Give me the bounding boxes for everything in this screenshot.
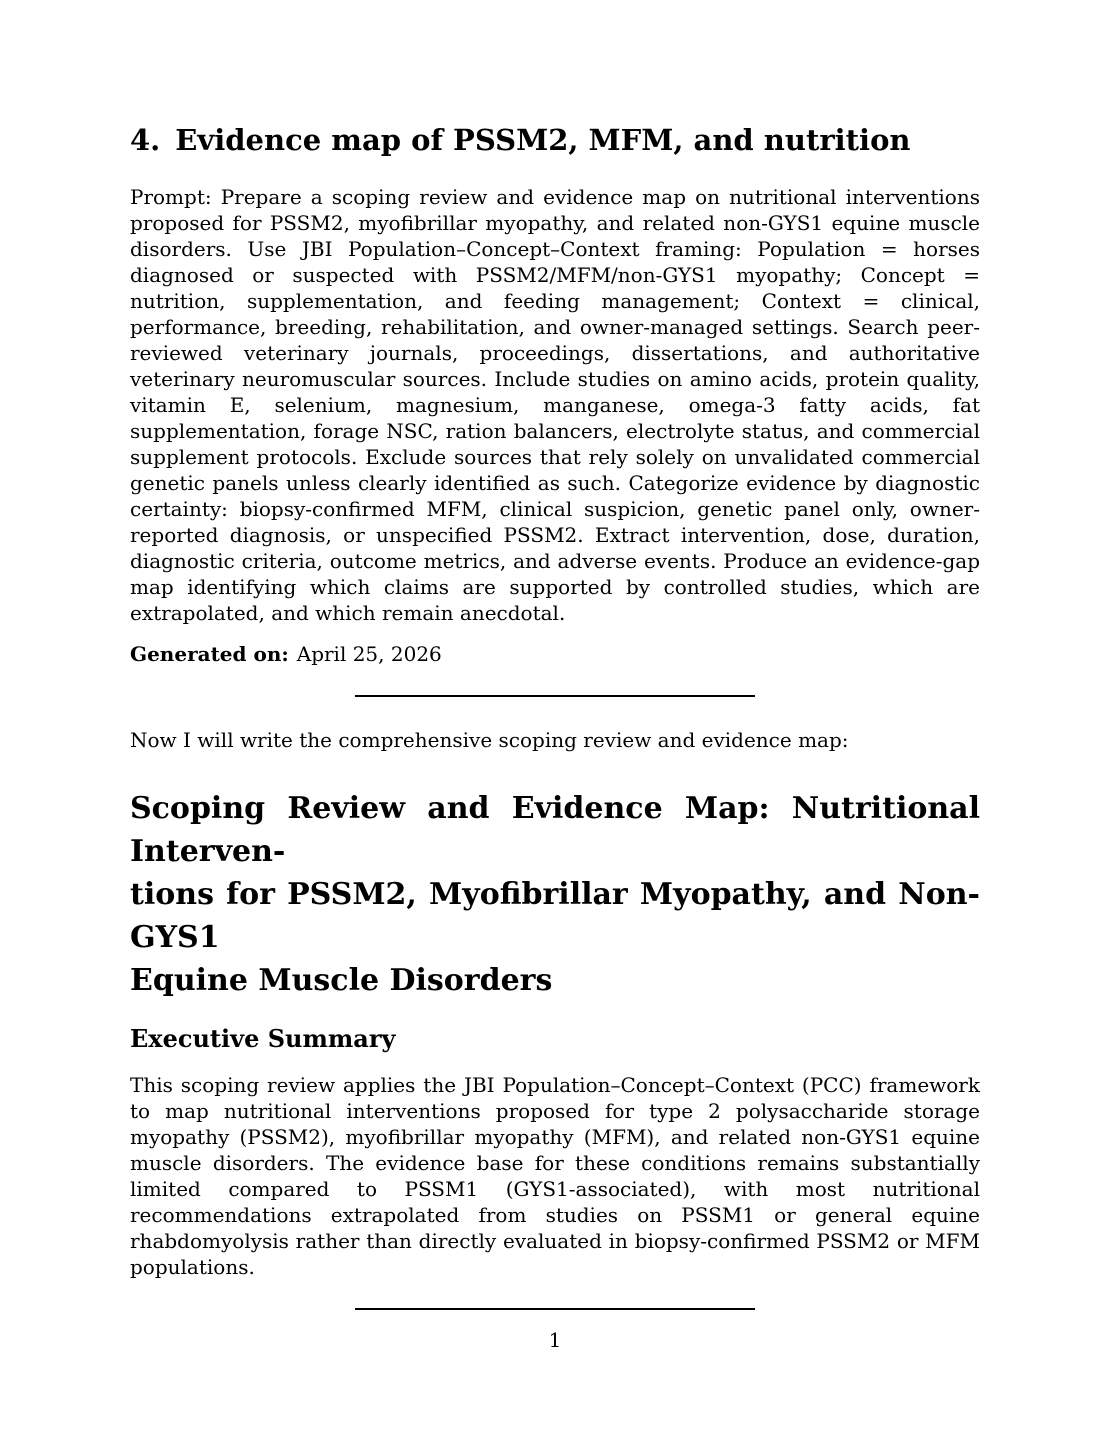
generated-on-label: Generated on: xyxy=(130,642,289,666)
generated-on-date: April 25, 2026 xyxy=(296,642,442,666)
executive-summary-paragraph: This scoping review applies the JBI Population–Concept–Context (PCC) framework to map nutritional interventions proposed for type 2 polysaccharide storage myopathy (PSSM2), myofibrillar myopathy (MFM), and related non-GYS1 equine muscle disorders. The evidence base for these conditions remains substantially limited compared to PSSM1 (GYS1-associated), with most nutritional recommendations extrapolated from studies on PSSM1 or general equine rhabdomyolysis rather than directly evaluated in biopsy-confirmed PSSM2 or MFM populations. xyxy=(130,1073,980,1279)
transition-text: Now I will write the comprehensive scoping review and evidence map: xyxy=(130,728,849,752)
divider-bottom xyxy=(355,1308,755,1310)
section-title: Evidence map of PSSM2, MFM, and nutrition xyxy=(175,123,911,157)
page-number: 1 xyxy=(548,1328,562,1352)
article-title: Scoping Review and Evidence Map: Nutritional Interven- tions for PSSM2, Myofibrillar Myopathy, and Non-GYS1 Equine Muscle Disorders xyxy=(130,791,980,998)
section-number: 4. xyxy=(130,123,161,157)
section-heading xyxy=(130,122,980,158)
divider-top xyxy=(355,695,755,697)
executive-summary-heading: Executive Summary xyxy=(130,1024,396,1053)
prompt-paragraph: Prompt: Prepare a scoping review and evidence map on nutritional interventions proposed for PSSM2, myofibrillar myopathy, and related non-GYS1 equine muscle disorders. Use JBI Population–Concept–Context framing: Population = horses diagnosed or suspected with PSSM2/MFM/non-GYS1 myopathy; Concept = nutrition, supplementation, and feeding management; Context = clinical, performance, breeding, rehabilitation, and owner-managed settings. Search peer-reviewed veterinary journals, proceedings, dissertations, and authoritative veterinary neuromuscular sources. Include studies on amino acids, protein quality, vitamin E, selenium, magnesium, manganese, omega-3 fatty acids, fat supplementation, forage NSC, ration balancers, electrolyte status, and commercial supplement protocols. Exclude sources that rely solely on unvalidated commercial genetic panels unless clearly identified as such. Categorize evidence by diagnostic certainty: biopsy-confirmed MFM, clinical suspicion, genetic panel only, owner-reported diagnosis, or unspecified PSSM2. Extract intervention, dose, duration, diagnostic criteria, outcome metrics, and adverse events. Produce an evidence-gap map identifying which claims are supported by controlled studies, which are extrapolated, and which remain anecdotal. xyxy=(130,185,980,625)
generated-on-line xyxy=(130,641,980,667)
